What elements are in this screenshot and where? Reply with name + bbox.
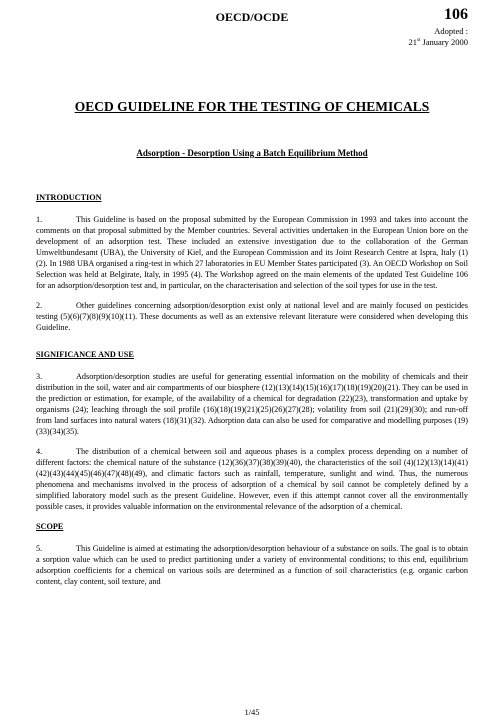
section-heading-significance: SIGNIFICANCE AND USE xyxy=(36,349,134,359)
paragraph-2 xyxy=(36,300,468,333)
guideline-number: 106 xyxy=(444,6,468,23)
header-org: OECD/OCDE xyxy=(215,10,289,24)
document-subtitle: Adsorption - Desorption Using a Batch Equilibrium Method xyxy=(136,148,368,158)
paragraph-text: The distribution of a chemical between soil and aqueous phases is a complex process depending on a number of different factors: the chemical nature of the substance (12)(36)(37)(38)(39)(40), the characteristics of the soil (4)(12)(13)(14)(41)(42)(43)(44)(45)(46)(47)(48)(49), and climatic factors such as rainfall, temperature, sunlight and wind. Thus, the numerous phenomena and mechanisms involved in the process of adsorption of a chemical by soil cannot be completely defined by a simplified laboratory model such as the present Guideline. However, even if this attempt cannot cover all the environmentally possible cases, it provides valuable information on the environmental relevance of the adsorption of a chemical. xyxy=(36,446,468,512)
adopted-date xyxy=(408,37,468,48)
adopted-label: Adopted : xyxy=(434,26,468,36)
paragraph-3 xyxy=(36,371,468,437)
adopted-date-block xyxy=(408,26,468,48)
adopted-day: 21 xyxy=(408,37,417,47)
section-heading-introduction: INTRODUCTION xyxy=(36,193,102,202)
paragraph-number: 2. xyxy=(36,301,43,311)
adopted-day-suffix: st xyxy=(416,38,421,44)
paragraph-1 xyxy=(36,214,468,291)
section-heading-scope: SCOPE xyxy=(36,522,64,532)
document-body xyxy=(36,192,468,596)
paragraph-number: 5. xyxy=(36,544,43,554)
paragraph-number: 4. xyxy=(36,446,43,456)
page-number: 1/45 xyxy=(244,707,260,717)
paragraph-text: Other guidelines concerning adsorption/desorption exist only at national level and are mainly focused on pesticides testing (5)(6)(7)(8)(9)(10)(11). These documents as well as an extensive relevant literature were considered when developing this Guideline. xyxy=(36,301,468,333)
paragraph-text: Adsorption/desorption studies are useful for generating essential information on the mobility of chemicals and their distribution in the soil, water and air compartments of our biosphere (12)(13)(14)(15)(16)(17)(18)(19)(20)(21). They can be used in the prediction or estimation, for example, of the availability of a chemical for degradation (22)(23), transformation and uptake by organisms (24); leaching through the soil profile (16)(18)(19)(21)(25)(26)(27)(28); volatility from soil (21)(29)(30); and run-off from land surfaces into natural waters (18)(31)(32). Adsorption data can also be used for comparative and modelling purposes (19)(33)(34)(35). xyxy=(36,371,468,436)
paragraph-text: This Guideline is based on the proposal submitted by the European Commission in 1993 and takes into account the comments on that proposal submitted by the Member countries. Several activities undertaken in the European Union bore on the development of an adsorption test. These included an extensive investigation due to the collaboration of the German Umweltbundesamt (UBA), the University of Kiel, and the European Commission and its Joint Research Centre at Ispra, Italy (1)(2). In 1988 UBA organised a ring-test in which 27 laboratories in EU Member States participated (3). An OECD Workshop on Soil Selection was held at Belgirate, Italy, in 1995 (4). The Workshop agreed on the main elements of the updated Test Guideline 106 for an adsorption/desorption test and, in particular, on the characterisation and selection of the soil types for use in the test. xyxy=(36,215,468,291)
paragraph-number: 1. xyxy=(36,215,43,225)
paragraph-text: This Guideline is aimed at estimating the adsorption/desorption behaviour of a substance on soils. The goal is to obtain a sorption value which can be used to predict partitioning under a variety of environmental conditions; to this end, equilibrium adsorption coefficients for a chemical on various soils are determined as a function of soil characteristics (e.g. organic carbon content, clay content, soil texture, and xyxy=(36,544,468,587)
paragraph-number: 3. xyxy=(36,371,43,381)
adopted-month-year: January 2000 xyxy=(420,37,468,47)
paragraph-5 xyxy=(36,543,468,587)
paragraph-4 xyxy=(36,446,468,512)
document-title: OECD GUIDELINE FOR THE TESTING OF CHEMICALS xyxy=(74,99,430,114)
